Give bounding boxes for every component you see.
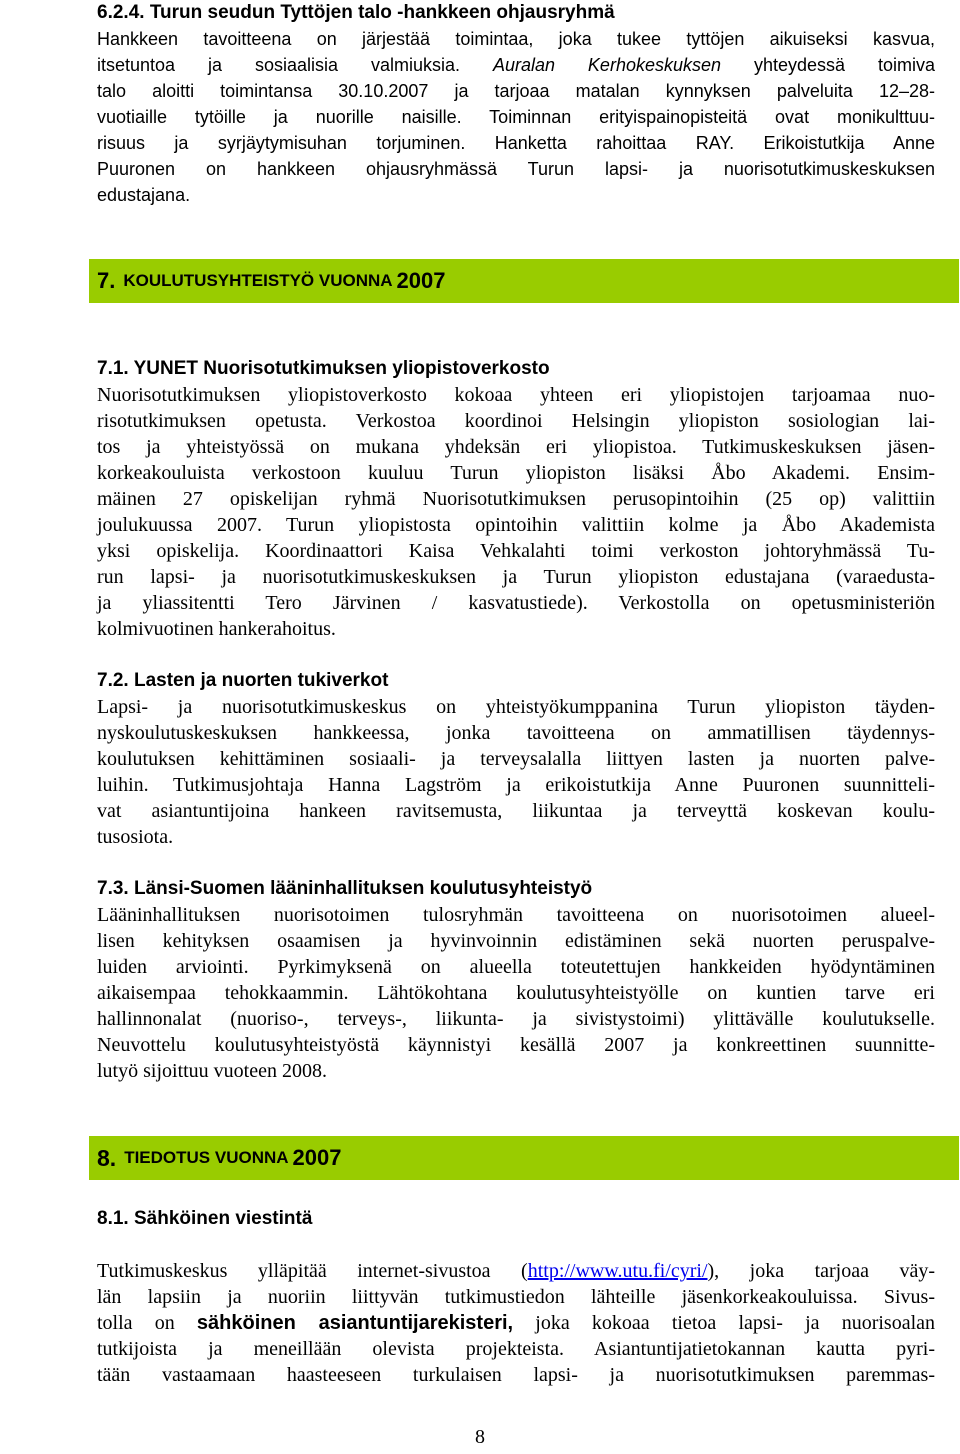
section-7-title: KOULUTUSYHTEISTYÖ VUONNA bbox=[123, 271, 393, 290]
section-8-number: 8. bbox=[97, 1144, 117, 1171]
body-line: Hankkeen tavoitteena on järjestää toimintaa, joka tukee tyttöjen aikuiseksi kasvua, bbox=[97, 29, 935, 49]
section-6-2-4-body bbox=[97, 26, 935, 208]
body-line: aikaisempaa tehokkaammin. Lähtökohtana koulutusyhteistyölle on kuntien tarve eri bbox=[97, 982, 935, 1004]
body-line: tusosiota. bbox=[97, 826, 174, 848]
body-line: nyskoulutuskeskuksen hankkeessa, jonka tavoitteena on ammatillisen täydennys- bbox=[97, 722, 935, 744]
body-line: tutkijoista ja meneillään olevista projekteista. Asiantuntijatietokannan kautta pyri- bbox=[97, 1338, 935, 1360]
body-line: Lapsi- ja nuorisotutkimuskeskus on yhteistyökumppanina Turun yliopiston täyden- bbox=[97, 696, 935, 718]
body-line: koulutuksen kehittäminen sosiaali- ja terveysalalla liittyen lasten ja nuorten palve- bbox=[97, 748, 935, 770]
body-line: Lääninhallituksen nuorisotoimen tulosryhmän tavoitteena on nuorisotoimen alueel- bbox=[97, 904, 935, 926]
body-line: mäinen 27 opiskelijan ryhmä Nuorisotutkimuksen perusopintoihin (25 op) valittiin bbox=[97, 488, 935, 510]
body-line: tos ja yhteistyössä on mukana yhdeksän eri yliopistoa. Tutkimuskeskuksen jäsen- bbox=[97, 436, 935, 458]
section-6-2-4-heading: 6.2.4. Turun seudun Tyttöjen talo -hankkeen ohjausryhmä bbox=[97, 2, 615, 23]
body-line: Nuorisotutkimuksen yliopistoverkosto kokoaa yhteen eri yliopistojen tarjoamaa nuo- bbox=[97, 384, 935, 406]
body-line-part: tolla on bbox=[97, 1312, 197, 1334]
section-8-1-body bbox=[97, 1258, 935, 1388]
section-7-1 bbox=[97, 356, 935, 642]
expert-registry-bold: sähköinen asiantuntijarekisteri, bbox=[196, 1312, 514, 1334]
body-line: risotutkimuksen opetusta. Verkostoa koordinoi Helsingin yliopiston sosiologian lai- bbox=[97, 410, 935, 432]
body-line: lutyö sijoittuu vuoteen 2008. bbox=[97, 1060, 327, 1082]
section-7-1-body bbox=[97, 382, 935, 642]
website-link[interactable]: http://www.utu.fi/cyri/ bbox=[527, 1260, 708, 1282]
section-7-2-heading: 7.2. Lasten ja nuorten tukiverkot bbox=[97, 670, 389, 691]
body-line bbox=[97, 1310, 935, 1336]
body-line: vat asiantuntijoina hankeen ravitsemusta, liikuntaa ja terveyttä koskevan koulu- bbox=[97, 800, 935, 822]
section-7-number: 7. bbox=[97, 268, 116, 293]
section-7-year: 2007 bbox=[396, 268, 446, 293]
section-8-1 bbox=[97, 1206, 935, 1388]
body-line-part: joka kokoaa tietoa lapsi- ja nuorisoalan bbox=[513, 1312, 936, 1334]
body-line: hallinnonalat (nuoriso-, terveys-, liikunta- ja sivistystoimi) ylittävälle koulutukselle. bbox=[97, 1008, 935, 1030]
body-line-part: Tutkimuskeskus ylläpitää internet-sivustoa ( bbox=[97, 1260, 528, 1282]
section-8-title: TIEDOTUS VUONNA bbox=[124, 1148, 289, 1167]
auralan-kerhokeskus-italic: Auralan Kerhokeskuksen bbox=[492, 55, 722, 75]
section-7-3 bbox=[97, 876, 935, 1084]
page-number: 8 bbox=[475, 1426, 485, 1448]
body-line: edustajana. bbox=[97, 185, 191, 205]
body-line bbox=[97, 52, 935, 78]
body-line bbox=[97, 1258, 935, 1284]
body-line: joulukuussa 2007. Turun yliopistosta opintoihin valittiin kolme ja Åbo Akademista bbox=[97, 514, 935, 536]
body-line: Neuvottelu koulutusyhteistyöstä käynnistyi kesällä 2007 ja konkreettinen suunnitte- bbox=[97, 1034, 935, 1056]
body-line-part: ), joka tarjoaa väy- bbox=[707, 1260, 935, 1282]
section-7-2-body bbox=[97, 694, 935, 850]
section-7-bar bbox=[89, 259, 959, 303]
body-line: tään vastaamaan haasteeseen turkulaisen lapsi- ja nuorisotutkimuksen paremmas- bbox=[97, 1364, 935, 1386]
body-line-part: yhteydessä toimiva bbox=[753, 55, 935, 75]
body-line: lisen kehityksen osaamisen ja hyvinvoinnin edistäminen sekä nuorten peruspalve- bbox=[97, 930, 935, 952]
section-7-1-heading: 7.1. YUNET Nuorisotutkimuksen yliopistoverkosto bbox=[97, 358, 550, 379]
section-7-3-heading: 7.3. Länsi-Suomen lääninhallituksen koulutusyhteistyö bbox=[97, 878, 593, 899]
section-8-bar bbox=[89, 1136, 959, 1180]
section-7-3-body bbox=[97, 902, 935, 1084]
body-line: yksi opiskelija. Koordinaattori Kaisa Vehkalahti toimi verkoston johtoryhmässä Tu- bbox=[97, 540, 935, 562]
section-6-2-4 bbox=[97, 0, 935, 208]
body-line: Puuronen on hankkeen ohjausryhmässä Turun lapsi- ja nuorisotutkimuskeskuksen bbox=[97, 159, 935, 179]
section-7-2 bbox=[97, 668, 935, 850]
body-line: ja yliassitentti Tero Järvinen / kasvatustiede). Verkostolla on opetusministeriön bbox=[97, 592, 935, 614]
body-line: vuotiaille tytöille ja nuorille naisille. Toiminnan erityispainopisteitä ovat monikulttuu- bbox=[97, 107, 935, 127]
body-line: län lapsiin ja nuoriin liittyvän tutkimustiedon lähteille jäsenkorkeakouluissa. Sivus- bbox=[97, 1286, 935, 1308]
section-8-1-heading: 8.1. Sähköinen viestintä bbox=[97, 1208, 313, 1229]
body-line-part: itsetuntoa ja sosiaalisia valmiuksia. bbox=[97, 55, 460, 75]
body-line: kolmivuotinen hankerahoitus. bbox=[97, 618, 336, 640]
body-line: luihin. Tutkimusjohtaja Hanna Lagström ja erikoistutkija Anne Puuronen suunnitteli- bbox=[97, 774, 935, 796]
body-line: risuus ja syrjäytymisuhan torjuminen. Hanketta rahoittaa RAY. Erikoistutkija Anne bbox=[97, 133, 935, 153]
body-line: run lapsi- ja nuorisotutkimuskeskuksen ja Turun yliopiston edustajana (varaedusta- bbox=[97, 566, 935, 588]
body-line: talo aloitti toimintansa 30.10.2007 ja tarjoaa matalan kynnyksen palveluita 12–28- bbox=[97, 81, 935, 101]
body-line: luiden arviointi. Pyrkimyksenä on alueella toteutettujen hankkeiden hyödyntäminen bbox=[97, 956, 935, 978]
section-8-year: 2007 bbox=[292, 1145, 342, 1170]
body-line: korkeakouluista verkostoon kuuluu Turun yliopiston lisäksi Åbo Akademi. Ensim- bbox=[97, 462, 935, 484]
